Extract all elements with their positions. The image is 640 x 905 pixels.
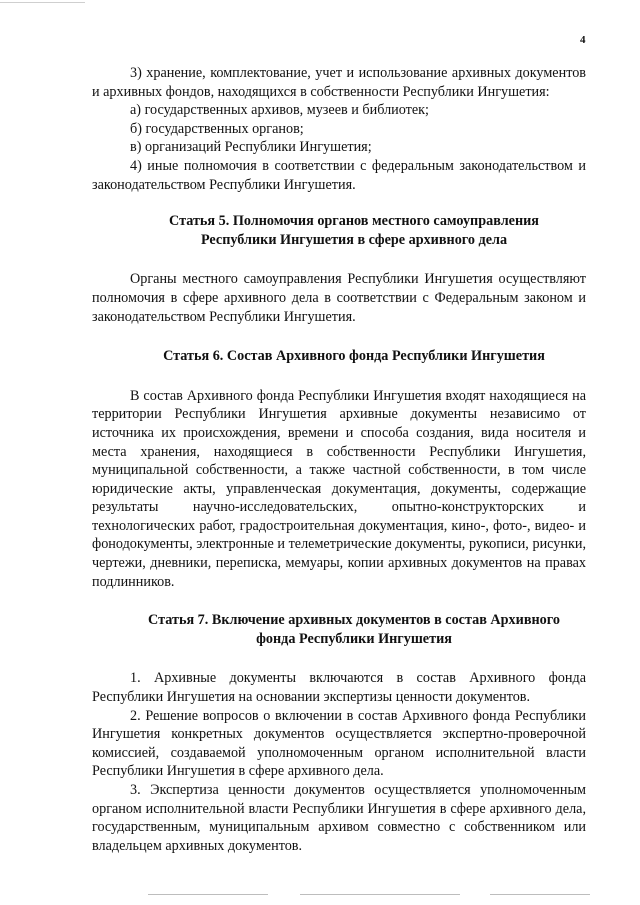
article-5-heading-line-1: Статья 5. Полномочия органов местного самоуправления: [169, 213, 539, 230]
scan-artifact-bottom-1: [148, 894, 268, 895]
article-5-text: Органы местного самоуправления Республики Ингушетия осуществляют полномочия в сфере архивного дела в соответствии с Федеральным законом и законодательством Республики Ингушетия.: [92, 271, 586, 325]
scan-artifact-bottom-3: [490, 894, 590, 895]
article-7-heading: [92, 611, 586, 648]
article-7-item-1: 1. Архивные документы включаются в состав Архивного фонда Республики Ингушетия на основании экспертизы ценности документов.: [92, 670, 586, 706]
article-5-heading: [92, 212, 586, 249]
document-body: [92, 64, 586, 855]
intro-subitem-c: в) организаций Республики Ингушетия;: [130, 139, 372, 156]
intro-subitem-a: а) государственных архивов, музеев и библиотек;: [130, 102, 429, 119]
article-5-heading-line-2: Республики Ингушетия в сфере архивного дела: [200, 231, 508, 248]
intro-subitem-b: б) государственных органов;: [130, 120, 304, 137]
article-7-item-2: 2. Решение вопросов о включении в состав Архивного фонда Республики Ингушетия конкретных документов осуществляется экспертно-проверочной комиссией, создаваемой уполномоченным органом исполнительной власти Республики Ингушетия в сфере архивного дела.: [92, 707, 586, 780]
intro-item-4: 4) иные полномочия в соответствии с федеральным законодательством и законодательством Республики Ингушетия.: [92, 157, 586, 193]
scan-artifact-top: [0, 2, 85, 3]
article-6-text: В состав Архивного фонда Республики Ингушетия входят находящиеся на территории Республики Ингушетия архивные документы независимо от источника их происхождения, времени и способа создания, вида носителя и места хранения, находящиеся в собственности Республики Ингушетия, муниципальной собственности, а также частной собственности, в том числе юридические акты, управленческая документация, документы, содержащие результаты научно-исследовательских, опытно-конструкторских и технологических работ, градостроительная документация, кино-, фото-, видео- и фонодокументы, электронные и телеметрические документы, рукописи, рисунки, чертежи, дневники, переписка, мемуары, копии архивных документов на правах подлинников.: [92, 387, 586, 590]
article-6-heading: [92, 347, 586, 366]
scan-artifact-bottom-2: [300, 894, 460, 895]
article-7-heading-line-1: Статья 7. Включение архивных документов в состав Архивного: [148, 612, 560, 629]
article-6-heading-line: Статья 6. Состав Архивного фонда Республики Ингушетия: [163, 348, 545, 365]
article-7-item-3: 3. Экспертиза ценности документов осуществляется уполномоченным органом исполнительной власти Республики Ингушетия в сфере архивного дела, государственным, муниципальным архивом совместно с собственником или владельцем архивных документов.: [92, 782, 586, 854]
article-7-heading-line-2: фонда Республики Ингушетия: [256, 630, 452, 647]
page-number: 4: [580, 34, 586, 46]
intro-item-3: 3) хранение, комплектование, учет и использование архивных документов и архивных фондов, находящихся в собственности Республики Ингушетия:: [92, 65, 586, 100]
